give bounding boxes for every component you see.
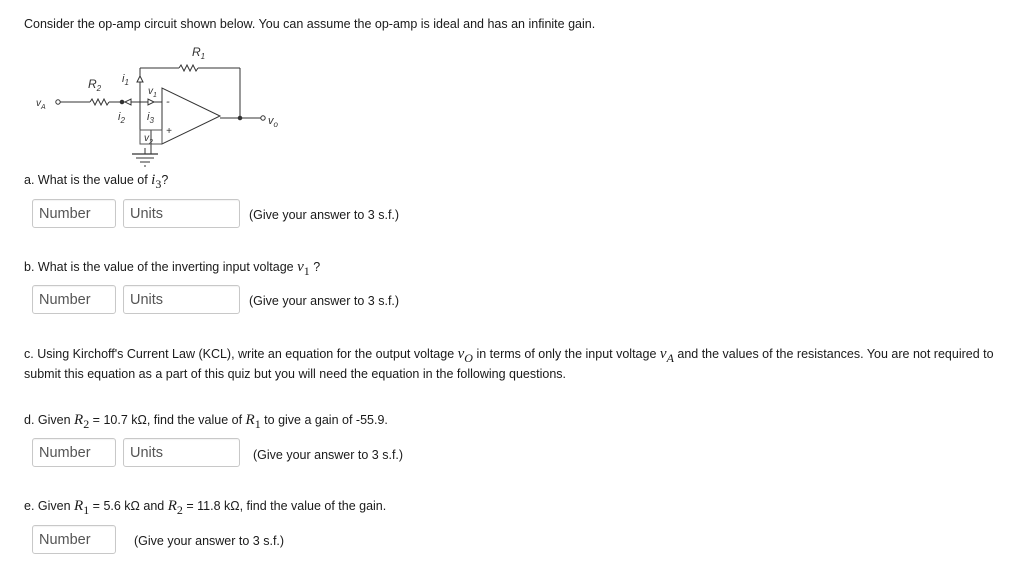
question-d-number-input[interactable]: [32, 438, 116, 467]
question-a-units-input[interactable]: [123, 199, 240, 228]
question-c-text: c. Using Kirchoff's Current Law (KCL), write an equation for the output voltage vO in terms of only the input voltage vA and the values of the resistances. You are not required to submit this equation as a part of this quiz but you will need the equation in the following questions.: [24, 346, 994, 381]
question-b-units-input[interactable]: [123, 285, 240, 314]
question-d-units-input[interactable]: [123, 438, 240, 467]
question-intro: Consider the op-amp circuit shown below. You can assume the op-amp is ideal and has an infinite gain.: [24, 17, 596, 31]
label-vo: $v_o$: [268, 115, 278, 129]
question-e-number-input[interactable]: [32, 525, 116, 554]
label-va: $v_A$: [36, 98, 46, 111]
question-d-hint: (Give your answer to 3 s.f.): [253, 448, 404, 462]
question-a-hint: (Give your answer to 3 s.f.): [249, 208, 400, 222]
resistor-r2: [90, 99, 109, 105]
question-a-number-input[interactable]: [32, 199, 116, 228]
op-amp-circuit-diagram: [24, 38, 304, 170]
question-b-number-input[interactable]: [32, 285, 116, 314]
label-r2: $R_2$: [88, 77, 102, 93]
label-plus: +: [166, 126, 172, 137]
question-e-hint: (Give your answer to 3 s.f.): [134, 534, 285, 548]
output-terminal: [261, 116, 265, 120]
label-minus: -: [166, 96, 170, 108]
question-d-text: d. Given R2 = 10.7 kΩ, find the value of R1 to give a gain of -55.9.: [24, 412, 388, 431]
question-b-text: b. What is the value of the inverting input voltage v1 ?: [24, 259, 321, 278]
input-terminal: [56, 100, 60, 104]
resistor-r1: [179, 65, 198, 71]
question-b-hint: (Give your answer to 3 s.f.): [249, 294, 400, 308]
label-v2: $v_2$: [144, 133, 153, 146]
label-i1: $i_1$: [122, 73, 129, 87]
label-i3: $i_3$: [147, 111, 154, 125]
label-v1: $v_1$: [148, 86, 157, 99]
label-r1: $R_1$: [192, 45, 206, 61]
question-e-text: e. Given R1 = 5.6 kΩ and R2 = 11.8 kΩ, find the value of the gain.: [24, 498, 387, 517]
label-i2: $i_2$: [118, 111, 125, 125]
question-a-text: a. What is the value of i3?: [24, 172, 169, 191]
